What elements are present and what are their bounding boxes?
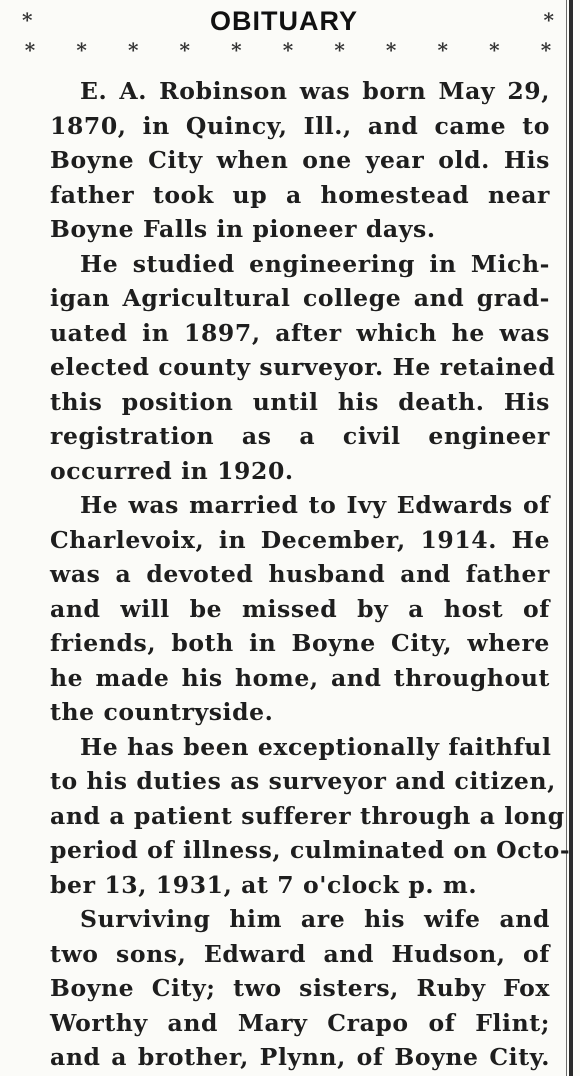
text-line: two sons, Edward and Hudson, of bbox=[50, 939, 550, 968]
divider-star: * bbox=[540, 38, 552, 62]
text-line: period of illness, culminated on Octo- bbox=[50, 836, 571, 864]
column-rule-thin bbox=[566, 0, 567, 1076]
paragraph-birth bbox=[20, 74, 550, 247]
paragraph-marriage bbox=[20, 488, 550, 730]
text-line: igan Agricultural college and grad- bbox=[50, 284, 550, 312]
corner-star-left: * bbox=[22, 8, 33, 32]
divider-star: * bbox=[127, 38, 139, 62]
text-line: elected county surveyor. He retained bbox=[50, 353, 556, 381]
text-line: and will be missed by a host of bbox=[50, 594, 550, 623]
text-line: Surviving him are his wife and bbox=[80, 905, 550, 933]
obituary-body bbox=[20, 74, 571, 1075]
column-rule bbox=[569, 0, 573, 1076]
divider-star: * bbox=[437, 38, 448, 62]
text-line: and a patient sufferer through a long bbox=[50, 801, 565, 830]
text-line: He was married to Ivy Edwards of bbox=[80, 491, 550, 519]
text-line: ber 13, 1931, at 7 o'clock p. m. bbox=[50, 870, 478, 899]
text-line: 1870, in Quincy, Ill., and came to bbox=[50, 111, 550, 140]
text-line: he made his home, and throughout bbox=[50, 663, 550, 692]
divider-star: * bbox=[334, 38, 345, 62]
divider-star: * bbox=[282, 38, 294, 62]
obituary-header bbox=[14, 4, 554, 40]
text-line: this position until his death. His bbox=[50, 387, 550, 416]
text-line: occurred in 1920. bbox=[50, 456, 294, 485]
divider-star: * bbox=[231, 38, 242, 62]
paragraph-death bbox=[20, 730, 571, 903]
text-line: and a brother, Plynn, of Boyne City. bbox=[50, 1043, 550, 1071]
text-line: He studied engineering in Mich- bbox=[80, 249, 550, 278]
text-line: Boyne Falls in pioneer days. bbox=[50, 215, 436, 243]
text-line: registration as a civil engineer bbox=[50, 422, 550, 450]
text-line: uated in 1897, after which he was bbox=[50, 318, 550, 347]
text-line: Worthy and Mary Crapo of Flint; bbox=[50, 1008, 550, 1037]
divider-star: * bbox=[24, 38, 36, 62]
divider-star: * bbox=[76, 38, 87, 62]
paragraph-career bbox=[20, 247, 556, 489]
text-line: was a devoted husband and father bbox=[50, 560, 550, 588]
text-line: friends, both in Boyne City, where bbox=[50, 629, 550, 657]
star-divider bbox=[20, 38, 556, 62]
text-line: E. A. Robinson was born May 29, bbox=[80, 77, 550, 105]
text-line: He has been exceptionally faithful bbox=[80, 732, 552, 761]
text-line: the countryside. bbox=[50, 698, 274, 726]
text-line: Boyne City when one year old. His bbox=[50, 146, 550, 174]
paragraph-survivors bbox=[20, 902, 550, 1075]
text-line: Charlevoix, in December, 1914. He bbox=[50, 525, 550, 554]
text-line: Boyne City; two sisters, Ruby Fox bbox=[50, 974, 550, 1002]
divider-star: * bbox=[489, 38, 500, 62]
text-line: father took up a homestead near bbox=[50, 180, 550, 209]
corner-star-right: * bbox=[543, 8, 554, 32]
text-line: to his duties as surveyor and citizen, bbox=[50, 767, 556, 795]
divider-star: * bbox=[385, 38, 397, 62]
obituary-title: OBITUARY bbox=[210, 6, 358, 36]
divider-star: * bbox=[179, 38, 191, 62]
